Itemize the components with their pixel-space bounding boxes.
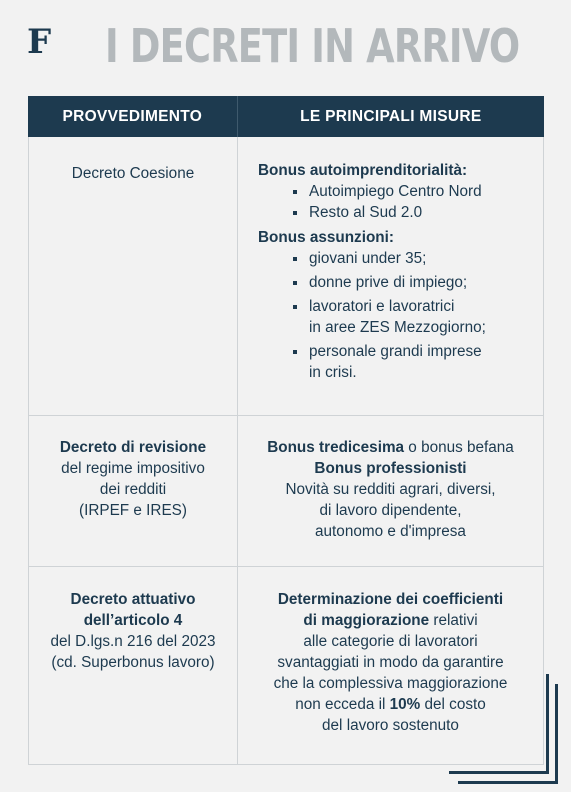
list-item [238, 341, 543, 383]
decrees-table [28, 96, 544, 765]
list-item: donne prive di impiego; [238, 272, 543, 293]
group-title: Bonus assunzioni: [258, 229, 394, 246]
decorative-frame [458, 781, 558, 784]
text-line [238, 610, 543, 631]
decreto-coesione: Decreto Coesione [71, 165, 195, 182]
bullet-list [238, 181, 543, 223]
text-line [238, 694, 543, 715]
text-line: autonomo e d'impresa [315, 523, 466, 540]
row1-provvedimento [29, 163, 237, 184]
list-item-line: in aree ZES Mezzogiorno; [309, 319, 486, 336]
row-divider [29, 415, 543, 416]
text-fragment: non ecceda il [295, 696, 390, 713]
list-item: Autoimpiego Centro Nord [238, 181, 543, 202]
row-divider [29, 566, 543, 567]
table-header [28, 96, 544, 137]
decorative-frame [555, 684, 558, 784]
text-line: (cd. Superbonus lavoro) [51, 654, 215, 671]
articolo-4: dell’articolo 4 [83, 612, 183, 629]
text-line: del lavoro sostenuto [322, 717, 459, 734]
text-line [238, 437, 543, 458]
list-item: giovani under 35; [238, 248, 543, 269]
bonus-professionisti: Bonus professionisti [314, 460, 467, 477]
list-item [238, 296, 543, 338]
text-fragment: di maggiorazione [303, 612, 430, 629]
text-line: che la complessiva maggiorazione [273, 675, 508, 692]
page-title: I DECRETI IN ARRIVO [105, 19, 520, 73]
text-line: del D.lgs.n 216 del 2023 [50, 633, 216, 650]
text-line: svantaggiati in modo da garantire [277, 654, 504, 671]
header-provvedimento: PROVVEDIMENTO [62, 107, 203, 125]
text-line: Determinazione dei coefficienti [277, 591, 504, 608]
bonus-tredicesima: Bonus tredicesima [267, 439, 405, 456]
row1-misure [238, 160, 543, 383]
header-misure: LE PRINCIPALI MISURE [237, 96, 544, 137]
decreto-attuativo: Decreto attuativo [70, 591, 196, 608]
logo: F [27, 22, 50, 62]
row2-misure [238, 437, 543, 542]
decreto-revisione: Decreto di revisione [59, 439, 207, 456]
list-item: Resto al Sud 2.0 [238, 202, 543, 223]
row3-misure [238, 589, 543, 736]
text-fragment: del costo [420, 696, 486, 713]
list-item-line: lavoratori e lavoratrici [309, 298, 455, 315]
text-line: di lavoro dipendente, [319, 502, 462, 519]
decorative-frame [449, 771, 549, 774]
text-line: (IRPEF e IRES) [79, 502, 187, 519]
group-title: Bonus autoimprenditorialità: [258, 162, 468, 179]
percentage: 10% [389, 696, 421, 713]
text-line: del regime impositivo [61, 460, 205, 477]
decorative-frame [546, 674, 549, 774]
row2-provvedimento [29, 437, 237, 521]
text-line: dei redditi [99, 481, 167, 498]
text-fragment: o bonus befana [404, 439, 514, 456]
text-line: Novità su redditi agrari, diversi, [285, 481, 496, 498]
text-line: alle categorie di lavoratori [303, 633, 478, 650]
list-item-line: in crisi. [309, 364, 357, 381]
bullet-list [238, 248, 543, 383]
list-item-line: personale grandi imprese [309, 343, 482, 360]
text-fragment: relativi [429, 612, 478, 629]
row3-provvedimento [29, 589, 237, 673]
